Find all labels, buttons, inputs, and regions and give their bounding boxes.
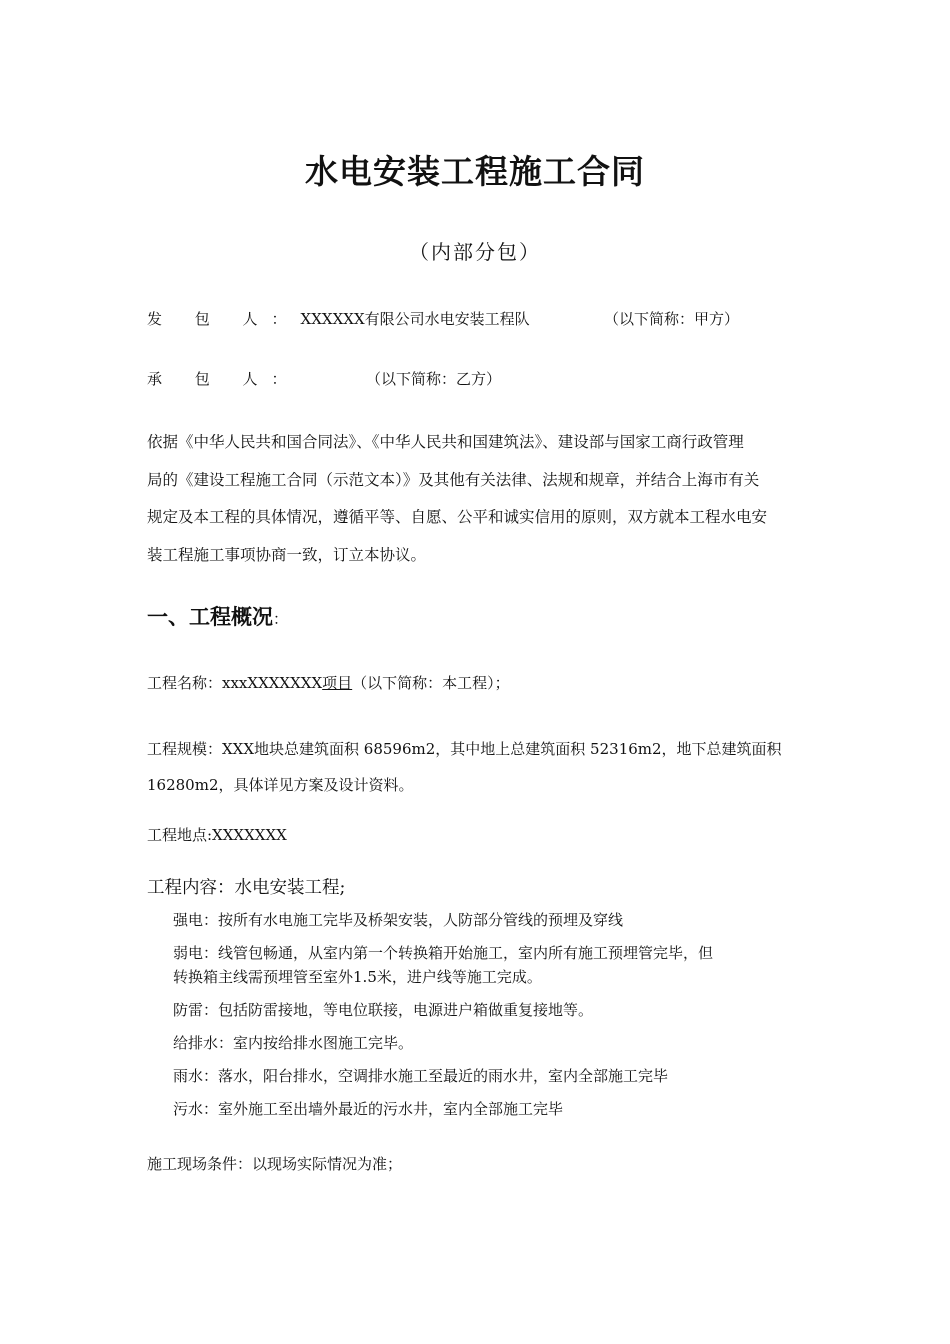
intro-paragraph (147, 424, 812, 574)
project-content-title: 工程内容：水电安装工程; (147, 878, 346, 898)
site-conditions: 施工现场条件：以现场实际情况为准； (147, 1155, 403, 1173)
content-item-strong-current: 强电：按所有水电施工完毕及桥架安装，人防部分管线的预埋及穿线 (173, 911, 624, 929)
contract-subtitle: （内部分包） (409, 240, 541, 264)
project-scale (147, 731, 812, 803)
employer-line (147, 307, 530, 331)
project-name-line (147, 671, 510, 695)
employer-alias: （以下简称：甲方） (604, 310, 740, 328)
project-name-underlined: 项目 (322, 674, 353, 692)
content-item-rainwater: 雨水：落水，阳台排水，空调排水施工至最近的雨水井，室内全部施工完毕 (173, 1067, 669, 1085)
content-item-lightning: 防雷：包括防雷接地，等电位联接，电源进户箱做重复接地等。 (173, 1001, 594, 1019)
intro-line: 局的《建设工程施工合同（示范文本）》及其他有关法律、法规和规章，并结合上海市有关 (147, 470, 760, 489)
contract-title: 水电安装工程施工合同 (305, 152, 645, 191)
employer-label: 发 包 人： (147, 310, 301, 328)
intro-line: 装工程施工事项协商一致，订立本协议。 (147, 545, 427, 564)
contractor-alias: （以下简称：乙方） (366, 370, 502, 388)
project-name-suffix: （以下简称：本工程）； (352, 674, 510, 692)
project-scale-line: 工程规模：XXX地块总建筑面积 68596m2，其中地上总建筑面积 52316m2，地下总建筑面积 (147, 740, 782, 758)
contractor-line (147, 367, 301, 391)
section-heading-colon: ： (273, 610, 289, 628)
intro-line: 规定及本工程的具体情况，遵循平等、自愿、公平和诚实信用的原则，双方就本工程水电安 (147, 508, 768, 526)
project-name-value: xxxXXXXXXX (222, 674, 323, 692)
section-heading-text: 一、工程概况 (147, 605, 273, 629)
project-scale-line: 16280m2，具体详见方案及设计资料。 (147, 776, 414, 794)
content-item-sewage: 污水：室外施工至出墙外最近的污水井，室内全部施工完毕 (173, 1100, 564, 1118)
project-location: 工程地点:XXXXXXX (147, 826, 287, 844)
content-item-weak-current: 弱电：线管包畅通，从室内第一个转换箱开始施工，室内所有施工预埋管完毕，但 (173, 944, 714, 962)
section-heading-overview (147, 601, 288, 635)
employer-value: XXXXXX有限公司水电安装工程队 (300, 310, 530, 328)
intro-line: 依据《中华人民共和国合同法》、《中华人民共和国建筑法》、建设部与国家工商行政管理 (147, 433, 744, 451)
content-item-weak-current-cont: 转换箱主线需预埋管至室外1.5米，进户线等施工完成。 (173, 968, 542, 986)
content-item-water-supply: 给排水：室内按给排水图施工完毕。 (173, 1034, 414, 1052)
project-name-label: 工程名称： (147, 674, 223, 692)
contractor-label: 承 包 人： (147, 370, 301, 388)
